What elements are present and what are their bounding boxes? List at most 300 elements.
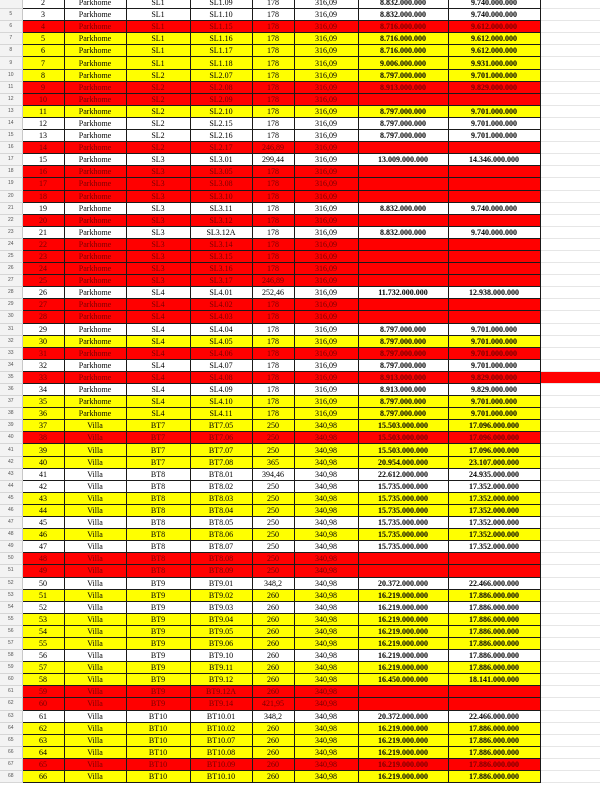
price-vat-cell[interactable]: 17.886.000.000 <box>448 771 540 783</box>
unit-price-cell[interactable]: 316,09 <box>294 250 358 262</box>
code-cell[interactable]: SL2.10 <box>190 105 252 117</box>
empty-cell[interactable] <box>540 686 600 698</box>
row-number[interactable]: 19 <box>0 178 22 190</box>
code-cell[interactable]: BT10.07 <box>190 734 252 746</box>
type-cell[interactable]: Parkhome <box>64 0 126 9</box>
block-cell[interactable]: SL4 <box>126 359 190 371</box>
area-cell[interactable]: 178 <box>252 105 294 117</box>
empty-cell[interactable] <box>540 468 600 480</box>
price-cell[interactable]: 15.735.000.000 <box>358 517 448 529</box>
price-vat-cell[interactable]: 9.740.000.000 <box>448 9 540 21</box>
code-cell[interactable]: BT8.01 <box>190 468 252 480</box>
type-cell[interactable]: Villa <box>64 601 126 613</box>
unit-price-cell[interactable]: 316,09 <box>294 263 358 275</box>
empty-cell[interactable] <box>540 674 600 686</box>
unit-price-cell[interactable]: 340,98 <box>294 480 358 492</box>
area-cell[interactable]: 250 <box>252 553 294 565</box>
area-cell[interactable]: 178 <box>252 238 294 250</box>
stt-cell[interactable]: 30 <box>22 335 64 347</box>
stt-cell[interactable]: 51 <box>22 589 64 601</box>
type-cell[interactable]: Villa <box>64 492 126 504</box>
type-cell[interactable]: Parkhome <box>64 238 126 250</box>
area-cell[interactable]: 178 <box>252 371 294 383</box>
price-cell[interactable]: 9.006.000.000 <box>358 57 448 69</box>
area-cell[interactable]: 250 <box>252 432 294 444</box>
area-cell[interactable]: 178 <box>252 93 294 105</box>
unit-price-cell[interactable]: 316,09 <box>294 93 358 105</box>
area-cell[interactable]: 260 <box>252 758 294 770</box>
stt-cell[interactable]: 19 <box>22 202 64 214</box>
empty-cell[interactable] <box>540 226 600 238</box>
code-cell[interactable]: SL4.02 <box>190 299 252 311</box>
price-vat-cell[interactable]: 9.829.000.000 <box>448 371 540 383</box>
code-cell[interactable]: SL2.07 <box>190 69 252 81</box>
area-cell[interactable]: 260 <box>252 722 294 734</box>
area-cell[interactable]: 250 <box>252 504 294 516</box>
empty-cell[interactable] <box>540 420 600 432</box>
price-cell[interactable] <box>358 686 448 698</box>
area-cell[interactable]: 178 <box>252 190 294 202</box>
price-vat-cell[interactable] <box>448 553 540 565</box>
unit-price-cell[interactable]: 340,98 <box>294 432 358 444</box>
area-cell[interactable]: 348,2 <box>252 577 294 589</box>
type-cell[interactable]: Villa <box>64 577 126 589</box>
price-vat-cell[interactable]: 9.701.000.000 <box>448 335 540 347</box>
row-number[interactable]: 11 <box>0 81 22 93</box>
code-cell[interactable]: BT7.08 <box>190 456 252 468</box>
price-cell[interactable] <box>358 214 448 226</box>
area-cell[interactable]: 178 <box>252 263 294 275</box>
stt-cell[interactable]: 55 <box>22 637 64 649</box>
type-cell[interactable]: Villa <box>64 504 126 516</box>
price-cell[interactable] <box>358 238 448 250</box>
code-cell[interactable]: SL1.18 <box>190 57 252 69</box>
code-cell[interactable]: SL4.08 <box>190 371 252 383</box>
code-cell[interactable]: SL1.17 <box>190 45 252 57</box>
empty-cell[interactable] <box>540 347 600 359</box>
unit-price-cell[interactable]: 316,09 <box>294 45 358 57</box>
block-cell[interactable]: SL4 <box>126 299 190 311</box>
block-cell[interactable]: BT8 <box>126 529 190 541</box>
empty-cell[interactable] <box>540 565 600 577</box>
code-cell[interactable]: BT10.01 <box>190 710 252 722</box>
type-cell[interactable]: Parkhome <box>64 323 126 335</box>
unit-price-cell[interactable]: 316,09 <box>294 178 358 190</box>
row-number[interactable]: 60 <box>0 674 22 686</box>
unit-price-cell[interactable]: 316,09 <box>294 105 358 117</box>
stt-cell[interactable]: 63 <box>22 734 64 746</box>
area-cell[interactable]: 260 <box>252 625 294 637</box>
unit-price-cell[interactable]: 316,09 <box>294 81 358 93</box>
row-number[interactable]: 48 <box>0 529 22 541</box>
unit-price-cell[interactable]: 316,09 <box>294 190 358 202</box>
type-cell[interactable]: Parkhome <box>64 21 126 33</box>
area-cell[interactable]: 260 <box>252 674 294 686</box>
type-cell[interactable]: Parkhome <box>64 396 126 408</box>
empty-cell[interactable] <box>540 21 600 33</box>
type-cell[interactable]: Villa <box>64 771 126 783</box>
price-cell[interactable]: 16.219.000.000 <box>358 625 448 637</box>
price-vat-cell[interactable] <box>448 565 540 577</box>
code-cell[interactable]: BT7.05 <box>190 420 252 432</box>
stt-cell[interactable]: 14 <box>22 142 64 154</box>
empty-cell[interactable] <box>540 480 600 492</box>
empty-cell[interactable] <box>540 335 600 347</box>
price-cell[interactable]: 8.797.000.000 <box>358 117 448 129</box>
unit-price-cell[interactable]: 340,98 <box>294 589 358 601</box>
empty-cell[interactable] <box>540 178 600 190</box>
price-vat-cell[interactable]: 17.886.000.000 <box>448 613 540 625</box>
type-cell[interactable]: Villa <box>64 746 126 758</box>
stt-cell[interactable]: 34 <box>22 384 64 396</box>
code-cell[interactable]: BT8.03 <box>190 492 252 504</box>
type-cell[interactable]: Parkhome <box>64 57 126 69</box>
empty-cell[interactable] <box>540 553 600 565</box>
block-cell[interactable]: SL3 <box>126 178 190 190</box>
type-cell[interactable]: Parkhome <box>64 275 126 287</box>
code-cell[interactable]: BT7.07 <box>190 444 252 456</box>
code-cell[interactable]: BT9.11 <box>190 662 252 674</box>
type-cell[interactable]: Parkhome <box>64 142 126 154</box>
block-cell[interactable]: SL1 <box>126 0 190 9</box>
type-cell[interactable]: Parkhome <box>64 214 126 226</box>
area-cell[interactable]: 178 <box>252 57 294 69</box>
area-cell[interactable]: 260 <box>252 734 294 746</box>
price-cell[interactable] <box>358 178 448 190</box>
unit-price-cell[interactable]: 316,09 <box>294 408 358 420</box>
type-cell[interactable]: Parkhome <box>64 154 126 166</box>
unit-price-cell[interactable]: 316,09 <box>294 202 358 214</box>
area-cell[interactable]: 178 <box>252 347 294 359</box>
row-number[interactable]: 12 <box>0 93 22 105</box>
price-vat-cell[interactable]: 9.701.000.000 <box>448 130 540 142</box>
code-cell[interactable]: SL4.07 <box>190 359 252 371</box>
row-number[interactable]: 62 <box>0 698 22 710</box>
price-vat-cell[interactable]: 17.096.000.000 <box>448 432 540 444</box>
type-cell[interactable]: Parkhome <box>64 226 126 238</box>
row-number[interactable]: 67 <box>0 758 22 770</box>
stt-cell[interactable]: 28 <box>22 311 64 323</box>
code-cell[interactable]: SL4.10 <box>190 396 252 408</box>
price-vat-cell[interactable] <box>448 275 540 287</box>
price-cell[interactable]: 20.372.000.000 <box>358 577 448 589</box>
row-number[interactable]: 44 <box>0 480 22 492</box>
unit-price-cell[interactable]: 340,98 <box>294 710 358 722</box>
block-cell[interactable]: SL1 <box>126 9 190 21</box>
empty-cell[interactable] <box>540 263 600 275</box>
code-cell[interactable]: SL2.08 <box>190 81 252 93</box>
unit-price-cell[interactable]: 316,09 <box>294 154 358 166</box>
code-cell[interactable]: BT8.02 <box>190 480 252 492</box>
stt-cell[interactable]: 12 <box>22 117 64 129</box>
type-cell[interactable]: Villa <box>64 565 126 577</box>
unit-price-cell[interactable]: 340,98 <box>294 444 358 456</box>
unit-price-cell[interactable]: 340,98 <box>294 541 358 553</box>
unit-price-cell[interactable]: 316,09 <box>294 371 358 383</box>
area-cell[interactable]: 260 <box>252 613 294 625</box>
row-number[interactable]: 68 <box>0 771 22 783</box>
price-vat-cell[interactable]: 9.612.000.000 <box>448 21 540 33</box>
block-cell[interactable]: BT8 <box>126 480 190 492</box>
row-number[interactable]: 56 <box>0 625 22 637</box>
unit-price-cell[interactable]: 340,98 <box>294 468 358 480</box>
stt-cell[interactable]: 53 <box>22 613 64 625</box>
price-cell[interactable] <box>358 565 448 577</box>
price-vat-cell[interactable]: 12.938.000.000 <box>448 287 540 299</box>
area-cell[interactable]: 260 <box>252 662 294 674</box>
block-cell[interactable]: SL3 <box>126 166 190 178</box>
row-number[interactable]: 64 <box>0 722 22 734</box>
unit-price-cell[interactable]: 340,98 <box>294 492 358 504</box>
stt-cell[interactable]: 16 <box>22 166 64 178</box>
row-number[interactable]: 65 <box>0 734 22 746</box>
area-cell[interactable]: 260 <box>252 601 294 613</box>
block-cell[interactable]: BT10 <box>126 758 190 770</box>
price-cell[interactable]: 8.797.000.000 <box>358 396 448 408</box>
unit-price-cell[interactable]: 340,98 <box>294 650 358 662</box>
stt-cell[interactable]: 57 <box>22 662 64 674</box>
price-cell[interactable]: 8.913.000.000 <box>358 371 448 383</box>
row-number[interactable]: 16 <box>0 142 22 154</box>
stt-cell[interactable]: 24 <box>22 263 64 275</box>
price-cell[interactable]: 16.219.000.000 <box>358 662 448 674</box>
stt-cell[interactable]: 39 <box>22 444 64 456</box>
code-cell[interactable]: BT9.10 <box>190 650 252 662</box>
price-vat-cell[interactable] <box>448 166 540 178</box>
area-cell[interactable]: 299,44 <box>252 154 294 166</box>
code-cell[interactable]: BT8.06 <box>190 529 252 541</box>
area-cell[interactable]: 178 <box>252 202 294 214</box>
empty-cell[interactable] <box>540 662 600 674</box>
row-number[interactable]: 36 <box>0 384 22 396</box>
code-cell[interactable]: SL1.10 <box>190 9 252 21</box>
price-vat-cell[interactable]: 17.352.000.000 <box>448 541 540 553</box>
block-cell[interactable]: SL2 <box>126 93 190 105</box>
stt-cell[interactable]: 54 <box>22 625 64 637</box>
price-vat-cell[interactable]: 9.612.000.000 <box>448 45 540 57</box>
stt-cell[interactable]: 22 <box>22 238 64 250</box>
empty-cell[interactable] <box>540 492 600 504</box>
stt-cell[interactable]: 25 <box>22 275 64 287</box>
price-cell[interactable]: 15.503.000.000 <box>358 420 448 432</box>
price-vat-cell[interactable]: 17.096.000.000 <box>448 444 540 456</box>
type-cell[interactable]: Villa <box>64 432 126 444</box>
row-number[interactable]: 39 <box>0 420 22 432</box>
type-cell[interactable]: Parkhome <box>64 408 126 420</box>
code-cell[interactable]: SL4.03 <box>190 311 252 323</box>
empty-cell[interactable] <box>540 517 600 529</box>
unit-price-cell[interactable]: 340,98 <box>294 758 358 770</box>
stt-cell[interactable]: 33 <box>22 371 64 383</box>
price-cell[interactable]: 8.797.000.000 <box>358 347 448 359</box>
type-cell[interactable]: Villa <box>64 698 126 710</box>
price-cell[interactable]: 15.503.000.000 <box>358 432 448 444</box>
price-vat-cell[interactable]: 17.886.000.000 <box>448 746 540 758</box>
empty-cell[interactable] <box>540 734 600 746</box>
row-number[interactable]: 50 <box>0 553 22 565</box>
block-cell[interactable]: SL2 <box>126 142 190 154</box>
empty-cell[interactable] <box>540 93 600 105</box>
row-number[interactable]: 35 <box>0 371 22 383</box>
code-cell[interactable]: BT9.02 <box>190 589 252 601</box>
price-vat-cell[interactable]: 17.352.000.000 <box>448 492 540 504</box>
block-cell[interactable]: BT8 <box>126 468 190 480</box>
unit-price-cell[interactable]: 340,98 <box>294 517 358 529</box>
area-cell[interactable]: 178 <box>252 0 294 9</box>
area-cell[interactable]: 250 <box>252 529 294 541</box>
row-number[interactable]: 15 <box>0 130 22 142</box>
code-cell[interactable]: SL3.14 <box>190 238 252 250</box>
price-vat-cell[interactable]: 24.935.000.000 <box>448 468 540 480</box>
empty-cell[interactable] <box>540 45 600 57</box>
code-cell[interactable]: BT9.12A <box>190 686 252 698</box>
unit-price-cell[interactable]: 316,09 <box>294 287 358 299</box>
block-cell[interactable]: SL3 <box>126 154 190 166</box>
area-cell[interactable]: 178 <box>252 45 294 57</box>
row-number[interactable]: 32 <box>0 335 22 347</box>
type-cell[interactable]: Villa <box>64 650 126 662</box>
type-cell[interactable]: Villa <box>64 686 126 698</box>
code-cell[interactable]: BT10.10 <box>190 771 252 783</box>
row-number[interactable]: 41 <box>0 444 22 456</box>
stt-cell[interactable]: 42 <box>22 480 64 492</box>
type-cell[interactable]: Parkhome <box>64 359 126 371</box>
block-cell[interactable]: SL3 <box>126 263 190 275</box>
block-cell[interactable]: SL4 <box>126 347 190 359</box>
price-vat-cell[interactable] <box>448 311 540 323</box>
block-cell[interactable]: BT7 <box>126 456 190 468</box>
stt-cell[interactable]: 56 <box>22 650 64 662</box>
row-number[interactable]: 47 <box>0 517 22 529</box>
block-cell[interactable]: SL4 <box>126 335 190 347</box>
area-cell[interactable]: 178 <box>252 311 294 323</box>
block-cell[interactable]: BT9 <box>126 662 190 674</box>
area-cell[interactable]: 178 <box>252 9 294 21</box>
block-cell[interactable]: BT9 <box>126 674 190 686</box>
type-cell[interactable]: Villa <box>64 517 126 529</box>
stt-cell[interactable]: 7 <box>22 57 64 69</box>
price-vat-cell[interactable] <box>448 93 540 105</box>
empty-cell[interactable] <box>540 275 600 287</box>
price-cell[interactable] <box>358 263 448 275</box>
price-vat-cell[interactable] <box>448 250 540 262</box>
code-cell[interactable]: BT8.09 <box>190 565 252 577</box>
row-number[interactable]: 54 <box>0 601 22 613</box>
price-vat-cell[interactable] <box>448 178 540 190</box>
row-number[interactable]: 21 <box>0 202 22 214</box>
block-cell[interactable]: SL4 <box>126 396 190 408</box>
empty-cell[interactable] <box>540 287 600 299</box>
price-vat-cell[interactable]: 9.829.000.000 <box>448 384 540 396</box>
stt-cell[interactable]: 6 <box>22 45 64 57</box>
stt-cell[interactable]: 46 <box>22 529 64 541</box>
code-cell[interactable]: SL3.16 <box>190 263 252 275</box>
code-cell[interactable]: BT8.05 <box>190 517 252 529</box>
type-cell[interactable]: Villa <box>64 444 126 456</box>
price-cell[interactable]: 15.735.000.000 <box>358 480 448 492</box>
block-cell[interactable]: BT7 <box>126 432 190 444</box>
area-cell[interactable]: 260 <box>252 686 294 698</box>
stt-cell[interactable]: 8 <box>22 69 64 81</box>
block-cell[interactable]: SL4 <box>126 311 190 323</box>
price-cell[interactable]: 8.797.000.000 <box>358 105 448 117</box>
price-vat-cell[interactable]: 14.346.000.000 <box>448 154 540 166</box>
row-number[interactable]: 29 <box>0 299 22 311</box>
type-cell[interactable]: Parkhome <box>64 384 126 396</box>
price-cell[interactable]: 8.716.000.000 <box>358 33 448 45</box>
price-vat-cell[interactable]: 9.701.000.000 <box>448 69 540 81</box>
unit-price-cell[interactable]: 340,98 <box>294 504 358 516</box>
price-vat-cell[interactable]: 9.829.000.000 <box>448 81 540 93</box>
row-number[interactable]: 49 <box>0 541 22 553</box>
empty-cell[interactable] <box>540 117 600 129</box>
code-cell[interactable]: SL3.15 <box>190 250 252 262</box>
price-cell[interactable] <box>358 250 448 262</box>
empty-cell[interactable] <box>540 722 600 734</box>
code-cell[interactable]: BT7.06 <box>190 432 252 444</box>
type-cell[interactable]: Parkhome <box>64 335 126 347</box>
stt-cell[interactable]: 23 <box>22 250 64 262</box>
row-number[interactable]: 27 <box>0 275 22 287</box>
empty-cell[interactable] <box>540 69 600 81</box>
stt-cell[interactable]: 3 <box>22 9 64 21</box>
type-cell[interactable]: Villa <box>64 710 126 722</box>
area-cell[interactable]: 250 <box>252 444 294 456</box>
stt-cell[interactable]: 32 <box>22 359 64 371</box>
price-cell[interactable] <box>358 275 448 287</box>
empty-cell[interactable] <box>540 384 600 396</box>
block-cell[interactable]: SL3 <box>126 238 190 250</box>
stt-cell[interactable]: 52 <box>22 601 64 613</box>
stt-cell[interactable]: 2 <box>22 0 64 9</box>
stt-cell[interactable]: 31 <box>22 347 64 359</box>
empty-cell[interactable] <box>540 33 600 45</box>
area-cell[interactable]: 178 <box>252 178 294 190</box>
price-vat-cell[interactable]: 17.352.000.000 <box>448 480 540 492</box>
type-cell[interactable]: Villa <box>64 456 126 468</box>
price-vat-cell[interactable]: 17.352.000.000 <box>448 529 540 541</box>
price-vat-cell[interactable]: 9.701.000.000 <box>448 323 540 335</box>
empty-cell[interactable] <box>540 698 600 710</box>
block-cell[interactable]: SL4 <box>126 371 190 383</box>
row-number[interactable]: 61 <box>0 686 22 698</box>
stt-cell[interactable]: 35 <box>22 396 64 408</box>
code-cell[interactable]: SL4.04 <box>190 323 252 335</box>
price-cell[interactable] <box>358 93 448 105</box>
type-cell[interactable]: Parkhome <box>64 69 126 81</box>
price-vat-cell[interactable]: 18.141.000.000 <box>448 674 540 686</box>
block-cell[interactable]: BT9 <box>126 650 190 662</box>
unit-price-cell[interactable]: 316,09 <box>294 238 358 250</box>
row-number[interactable]: 23 <box>0 226 22 238</box>
type-cell[interactable]: Villa <box>64 722 126 734</box>
area-cell[interactable]: 178 <box>252 21 294 33</box>
unit-price-cell[interactable]: 316,09 <box>294 33 358 45</box>
row-number[interactable]: 10 <box>0 69 22 81</box>
unit-price-cell[interactable]: 316,09 <box>294 359 358 371</box>
area-cell[interactable]: 250 <box>252 517 294 529</box>
price-vat-cell[interactable]: 17.096.000.000 <box>448 420 540 432</box>
area-cell[interactable]: 178 <box>252 396 294 408</box>
area-cell[interactable]: 178 <box>252 33 294 45</box>
empty-cell[interactable] <box>540 323 600 335</box>
price-cell[interactable]: 8.913.000.000 <box>358 81 448 93</box>
price-vat-cell[interactable]: 9.740.000.000 <box>448 202 540 214</box>
block-cell[interactable]: BT8 <box>126 517 190 529</box>
block-cell[interactable]: BT9 <box>126 625 190 637</box>
row-number[interactable]: 8 <box>0 45 22 57</box>
price-cell[interactable] <box>358 166 448 178</box>
